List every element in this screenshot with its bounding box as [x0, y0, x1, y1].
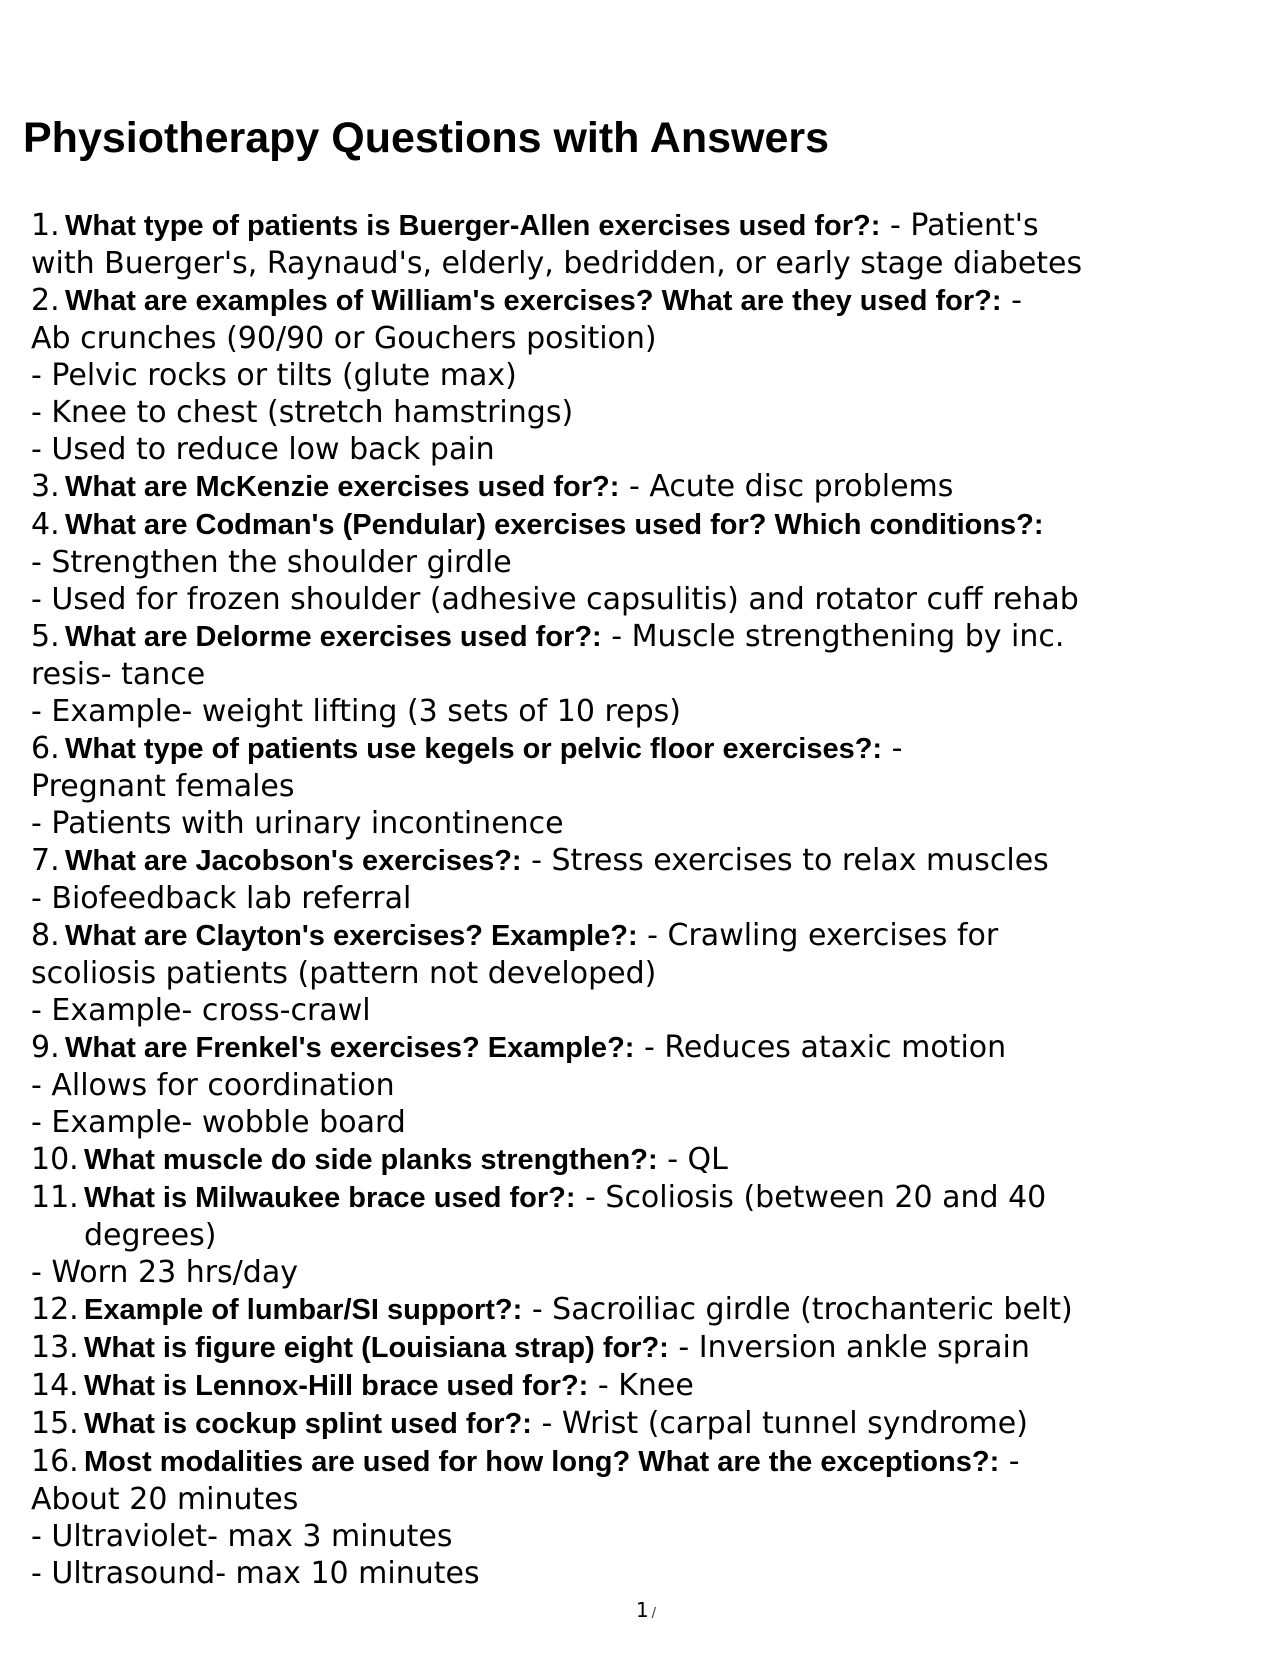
question-text: Example of lumbar/SI support?:: [84, 1294, 523, 1326]
question-number: 13.: [31, 1330, 79, 1365]
answer-bullet: - Patients with urinary incontinence: [31, 806, 564, 841]
question-text: What are Jacobson's exercises?:: [65, 845, 522, 877]
question-text: What is Lennox-Hill brace used for?:: [84, 1370, 589, 1402]
answer-continuation: degrees): [84, 1218, 217, 1253]
answer-bullet: - Ultrasound- max 10 minutes: [31, 1556, 480, 1591]
question-number: 5.: [31, 619, 60, 654]
answer-continuation: About 20 minutes: [31, 1482, 299, 1517]
question-number: 11.: [31, 1180, 79, 1215]
question-line: [31, 1329, 1246, 1367]
question-text: What muscle do side planks strengthen?:: [84, 1144, 658, 1176]
answer-bullet: - Example- weight lifting (3 sets of 10 reps): [31, 694, 681, 729]
answer-text: - QL: [657, 1142, 728, 1177]
question-list: [31, 207, 1246, 1592]
question-line: [31, 1179, 1246, 1217]
answer-text: -: [882, 731, 903, 766]
question-number: 7.: [31, 843, 60, 878]
answer-continuation: Pregnant females: [31, 769, 295, 804]
question-text: What type of patients use kegels or pelvic floor exercises?:: [65, 733, 883, 765]
question-line: [31, 1367, 1246, 1405]
question-item: [31, 730, 1246, 842]
question-item: [31, 1405, 1246, 1443]
answer-text: - Crawling exercises for: [637, 918, 999, 953]
answer-bullet: - Strengthen the shoulder girdle: [31, 545, 512, 580]
question-item: [31, 1367, 1246, 1405]
answer-bullet: - Used for frozen shoulder (adhesive capsulitis) and rotator cuff rehab: [31, 582, 1079, 617]
answer-text: - Knee: [588, 1368, 694, 1403]
page-number: 1: [635, 1598, 649, 1622]
question-text: Most modalities are used for how long? What are the exceptions?:: [84, 1446, 1000, 1478]
answer-text: - Sacroiliac girdle (trochanteric belt): [522, 1292, 1073, 1327]
question-number: 4.: [31, 507, 60, 542]
question-text: What are Clayton's exercises? Example?:: [65, 920, 638, 952]
answer-bullet: - Example- cross-crawl: [31, 993, 371, 1028]
answer-text: - Stress exercises to relax muscles: [521, 843, 1049, 878]
question-text: What are Codman's (Pendular) exercises used for? Which conditions?:: [65, 509, 1044, 541]
question-item: [31, 207, 1246, 282]
question-number: 15.: [31, 1406, 79, 1441]
question-number: 2.: [31, 283, 60, 318]
question-item: [31, 1141, 1246, 1179]
answer-bullet: - Knee to chest (stretch hamstrings): [31, 395, 574, 430]
question-number: 8.: [31, 918, 60, 953]
question-line: [31, 207, 1246, 245]
question-line: [31, 730, 1246, 768]
answer-text: - Acute disc problems: [619, 469, 954, 504]
question-number: 9.: [31, 1030, 60, 1065]
page-title: Physiotherapy Questions with Answers: [23, 114, 830, 162]
question-line: [31, 1029, 1246, 1067]
question-number: 10.: [31, 1142, 79, 1177]
answer-text: -: [1001, 283, 1022, 318]
question-number: 6.: [31, 731, 60, 766]
answer-text: - Reduces ataxic motion: [634, 1030, 1007, 1065]
question-line: [31, 1141, 1246, 1179]
question-text: What are Delorme exercises used for?:: [65, 621, 602, 653]
question-item: [31, 282, 1246, 468]
question-text: What is figure eight (Louisiana strap) for?:: [84, 1332, 669, 1364]
question-line: [31, 1405, 1246, 1443]
answer-bullet: - Example- wobble board: [31, 1105, 406, 1140]
answer-bullet: - Allows for coordination: [31, 1068, 395, 1103]
question-item: [31, 468, 1246, 506]
question-item: [31, 842, 1246, 917]
question-item: [31, 1443, 1246, 1592]
page-footer: [0, 1598, 1280, 1626]
question-item: [31, 917, 1246, 1029]
question-line: [31, 468, 1246, 506]
answer-bullet: - Biofeedback lab referral: [31, 881, 412, 916]
question-number: 16.: [31, 1444, 79, 1479]
question-line: [31, 618, 1246, 656]
answer-bullet: - Worn 23 hrs/day: [31, 1255, 298, 1290]
question-line: [31, 506, 1246, 544]
question-number: 12.: [31, 1292, 79, 1327]
answer-bullet: - Ultraviolet- max 3 minutes: [31, 1519, 453, 1554]
answer-text: - Inversion ankle sprain: [668, 1330, 1030, 1365]
answer-bullet: - Pelvic rocks or tilts (glute max): [31, 358, 517, 393]
answer-continuation: Ab crunches (90/90 or Gouchers position): [31, 321, 657, 356]
question-item: [31, 618, 1246, 730]
question-text: What are McKenzie exercises used for?:: [65, 471, 620, 503]
question-line: [31, 282, 1246, 320]
answer-continuation: resis- tance: [31, 657, 206, 692]
question-item: [31, 1179, 1246, 1291]
answer-continuation: scoliosis patients (pattern not developed): [31, 956, 657, 991]
question-line: [31, 917, 1246, 955]
question-item: [31, 1329, 1246, 1367]
question-number: 3.: [31, 469, 60, 504]
question-item: [31, 1291, 1246, 1329]
answer-continuation: with Buerger's, Raynaud's, elderly, bedridden, or early stage diabetes: [31, 246, 1083, 281]
question-number: 1.: [31, 208, 60, 243]
question-text: What are Frenkel's exercises? Example?:: [65, 1032, 635, 1064]
question-line: [31, 1443, 1246, 1481]
page-separator: /: [651, 1606, 657, 1621]
question-item: [31, 1029, 1246, 1141]
answer-text: -: [999, 1444, 1020, 1479]
question-text: What is Milwaukee brace used for?:: [84, 1182, 576, 1214]
question-text: What is cockup splint used for?:: [84, 1408, 532, 1440]
answer-text: - Patient's: [880, 208, 1039, 243]
question-number: 14.: [31, 1368, 79, 1403]
answer-text: - Scoliosis (between 20 and 40: [575, 1180, 1047, 1215]
question-text: What are examples of William's exercises? What are they used for?:: [65, 285, 1002, 317]
question-item: [31, 506, 1246, 618]
question-line: [31, 842, 1246, 880]
answer-bullet: - Used to reduce low back pain: [31, 432, 495, 467]
question-text: What type of patients is Buerger-Allen exercises used for?:: [65, 210, 881, 242]
answer-text: - Wrist (carpal tunnel syndrome): [531, 1406, 1028, 1441]
question-line: [31, 1291, 1246, 1329]
answer-text: - Muscle strengthening by inc.: [601, 619, 1065, 654]
